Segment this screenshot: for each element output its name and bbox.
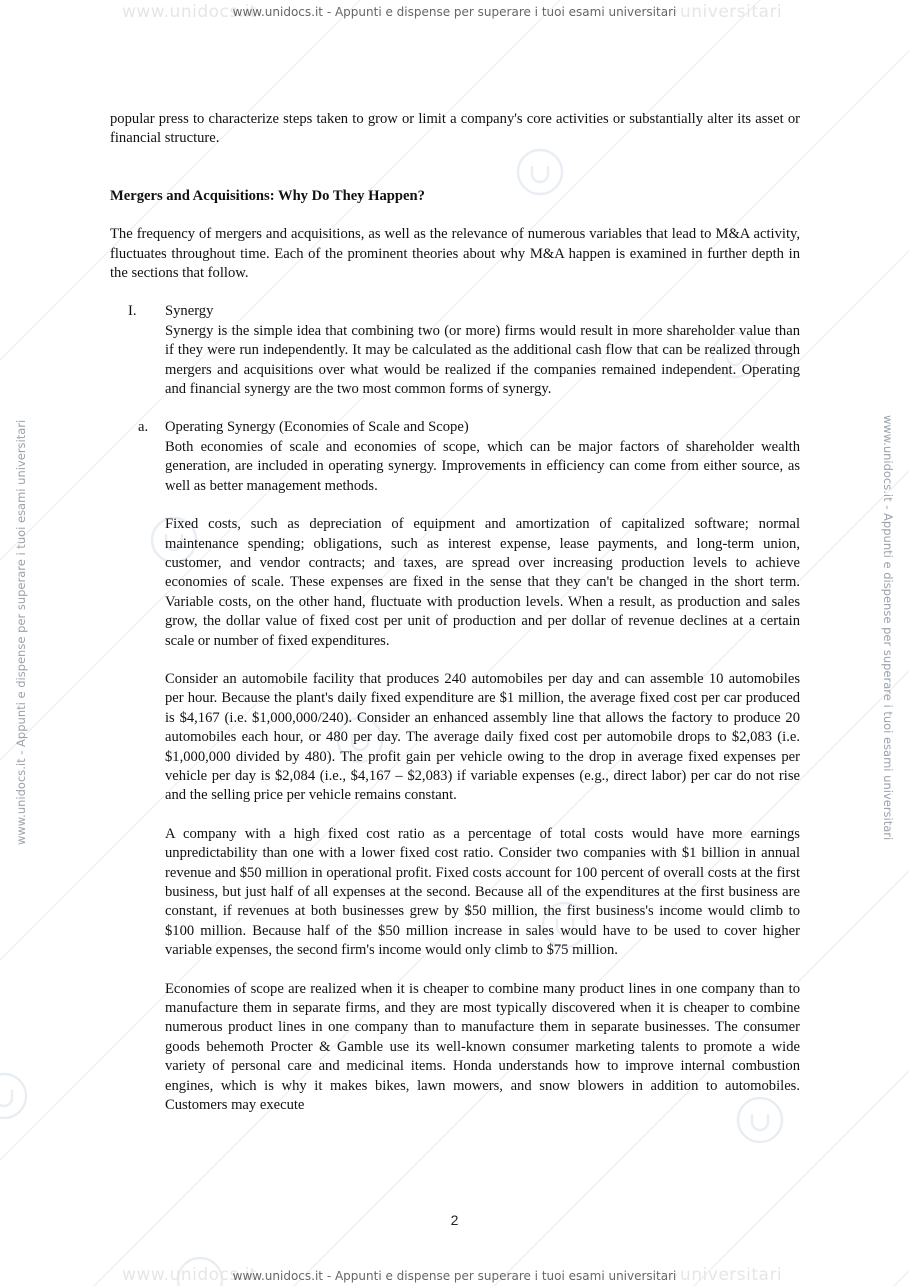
- list-item-operating-synergy: [110, 418, 800, 496]
- watermark-side-right: www.unidocs.it - Appunti e dispense per superare i tuoi esami universitari: [881, 415, 895, 841]
- paragraph-economies-of-scope: Economies of scope are realized when it is cheaper to combine many product lines in one company than to manufacture them in separate firms, and they are most typically discovered when it is cheaper to combine numerous product lines in one company than to manufacture them in separate businesses. The consumer goods behemoth Procter & Gamble use its well-known consumer marketing talents to promote a wide variety of personal care and medicinal items. Honda understands how to improve internal combustion engines, which is why it makes bikes, lawn mowers, and snow blowers in addition to automobiles. Customers may execute: [165, 980, 800, 1114]
- watermark-footer: www.unidocs.it - Appunti e dispense per superare i tuoi esami universitari: [232, 1269, 677, 1283]
- list-item-body: Synergy is the simple idea that combining two (or more) firms would result in more shareholder value than if they were run independently. It may be calculated as the additional cash flow that can be realized through mergers and acquisitions over what would be realized if the companies remained independent. Operating and financial synergy are the two most common forms of synergy.: [165, 322, 800, 398]
- list-item-title: Synergy: [165, 303, 214, 320]
- list-item-body: Both economies of scale and economies of scope, which can be major factors of shareholder wealth generation, are included in operating synergy. Improvements in efficiency can come from either source, as well as better management methods.: [165, 438, 800, 494]
- list-item-title: Operating Synergy (Economies of Scale and Scope): [165, 419, 469, 436]
- list-marker: a.: [138, 419, 149, 436]
- watermark-faint-text: universitari: [680, 2, 783, 22]
- continuation-paragraph: popular press to characterize steps taken to grow or limit a company's core activities or substantially alter its asset or financial structure.: [110, 111, 800, 147]
- watermark-header: www.unidocs.it - Appunti e dispense per superare i tuoi esami universitari: [232, 5, 677, 19]
- section-heading: Mergers and Acquisitions: Why Do They Happen?: [110, 187, 425, 204]
- list-marker: I.: [128, 303, 137, 320]
- paragraph-fixed-costs: Fixed costs, such as depreciation of equipment and amortization of capitalized software; normal maintenance spending; obligations, such as interest expense, lease payments, and long-term union, customer, and vendor contracts; and taxes, are spread over increasing production levels to achieve economies of scale. These expenses are fixed in the sense that they can't be changed in the short term. Variable costs, on the other hand, fluctuate with production levels. When a result, as production and sales grow, the dollar value of fixed cost per unit of production and per dollar of revenue declines at a certain scale or number of fixed expenditures.: [165, 516, 800, 649]
- document-body: [110, 110, 800, 1115]
- paragraph-fixed-cost-ratio: A company with a high fixed cost ratio as a percentage of total costs would have more earnings unpredictability than one with a lower fixed cost ratio. Consider two companies with $1 billion in annual revenue and $50 million in operational profit. Fixed costs account for 100 percent of overall costs at the first business, but just half of all expenses at the second. Because all of the expenditures at the first business are constant, if revenues at both businesses grew by $50 million, the first business's income would climb to $100 million. Because half of the $50 million increase in sales would have to be used to cover higher variable expenses, the second firm's income would only climb to $75 million.: [165, 825, 800, 959]
- list-item-synergy: [110, 302, 800, 399]
- paragraph-automobile-example: Consider an automobile facility that produces 240 automobiles per day and can assemble 10 automobiles per hour. Because the plant's daily fixed expenditure are $1 million, the average fixed cost per car produced is $4,167 (i.e. $1,000,000/240). Consider an enhanced assembly line that allows the factory to produce 20 automobiles each hour, or 480 per day. The average daily fixed cost per automobile drops to $2,083 (i.e. $1,000,000 divided by 480). The profit gain per vehicle owing to the drop in average fixed expenses per vehicle per day is $2,084 (i.e., $4,167 – $2,083) if variable expenses (e.g., direct labor) per car do not rise and the selling price per vehicle remains constant.: [165, 670, 800, 804]
- watermark-side-left: www.unidocs.it - Appunti e dispense per superare i tuoi esami universitari: [14, 419, 28, 845]
- intro-paragraph: The frequency of mergers and acquisitions, as well as the relevance of numerous variables that lead to M&A activity, fluctuates throughout time. Each of the prominent theories about why M&A happen is examined in further depth in the sections that follow.: [110, 226, 800, 282]
- page-number: 2: [450, 1212, 459, 1228]
- watermark-faint-text: universitari: [680, 1265, 783, 1285]
- watermark-faint-text: www.unidocs.it: [122, 1265, 258, 1285]
- watermark-faint-text: www.unidocs.it: [122, 2, 258, 22]
